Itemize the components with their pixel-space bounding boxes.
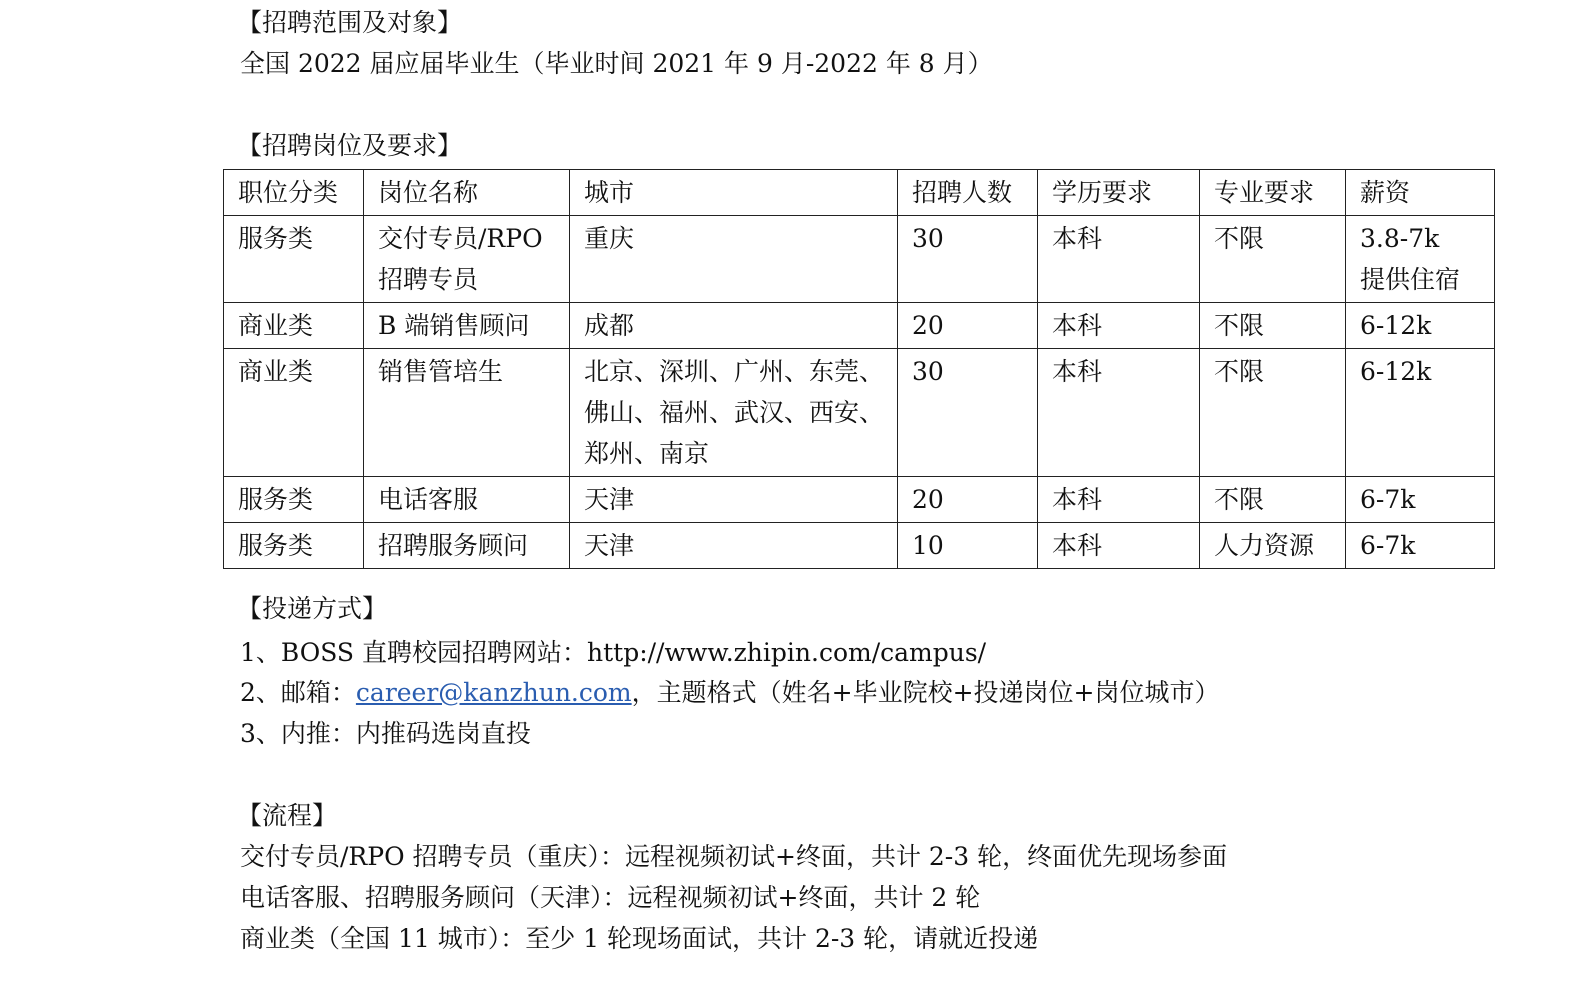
apply-email-suffix: ，主题格式（姓名+毕业院校+投递岗位+岗位城市） bbox=[631, 678, 1220, 707]
cell-education: 本科 bbox=[1038, 216, 1200, 303]
column-header-salary: 薪资 bbox=[1346, 170, 1495, 216]
column-header-major: 专业要求 bbox=[1200, 170, 1346, 216]
cell-education: 本科 bbox=[1038, 523, 1200, 569]
cell-city bbox=[570, 477, 898, 523]
table-row bbox=[224, 349, 1495, 477]
cell-education: 本科 bbox=[1038, 303, 1200, 349]
cell-salary-line: 6-7k bbox=[1360, 485, 1416, 514]
scope-heading: 【招聘范围及对象】 bbox=[237, 8, 463, 37]
cell-salary bbox=[1346, 303, 1495, 349]
cell-title-line: 交付专员/RPO bbox=[378, 224, 543, 253]
positions-table bbox=[223, 169, 1495, 569]
cell-city bbox=[570, 303, 898, 349]
process-line: 交付专员/RPO 招聘专员（重庆）：远程视频初试+终面，共计 2-3 轮，终面优先现场参面 bbox=[240, 842, 1228, 871]
apply-referral-line: 3、内推：内推码选岗直投 bbox=[240, 719, 531, 748]
cell-count: 30 bbox=[898, 349, 1038, 477]
cell-major: 人力资源 bbox=[1200, 523, 1346, 569]
cell-salary bbox=[1346, 349, 1495, 477]
process-line: 电话客服、招聘服务顾问（天津）：远程视频初试+终面，共计 2 轮 bbox=[240, 883, 981, 912]
cell-city-line: 佛山、福州、武汉、西安、 bbox=[584, 398, 885, 427]
cell-city-line: 北京、深圳、广州、东莞、 bbox=[584, 357, 885, 386]
scope-text: 全国 2022 届应届毕业生（毕业时间 2021 年 9 月-2022 年 8 月） bbox=[240, 49, 993, 78]
cell-city-line: 郑州、南京 bbox=[584, 439, 710, 468]
cell-major: 不限 bbox=[1200, 477, 1346, 523]
cell-salary bbox=[1346, 523, 1495, 569]
column-header-count: 招聘人数 bbox=[898, 170, 1038, 216]
cell-count: 20 bbox=[898, 477, 1038, 523]
table-row bbox=[224, 523, 1495, 569]
cell-category: 服务类 bbox=[224, 216, 364, 303]
cell-category: 服务类 bbox=[224, 477, 364, 523]
cell-salary-line: 3.8-7k bbox=[1360, 224, 1440, 253]
cell-category: 服务类 bbox=[224, 523, 364, 569]
column-header-education: 学历要求 bbox=[1038, 170, 1200, 216]
cell-count: 20 bbox=[898, 303, 1038, 349]
cell-salary bbox=[1346, 477, 1495, 523]
cell-city-line: 成都 bbox=[584, 311, 635, 340]
cell-title bbox=[364, 349, 570, 477]
cell-salary-line: 6-7k bbox=[1360, 531, 1416, 560]
cell-title-line: 招聘服务顾问 bbox=[378, 531, 529, 560]
table-header-row bbox=[224, 170, 1495, 216]
cell-category: 商业类 bbox=[224, 303, 364, 349]
cell-major: 不限 bbox=[1200, 349, 1346, 477]
cell-salary-line: 6-12k bbox=[1360, 311, 1432, 340]
cell-salary-line: 提供住宿 bbox=[1360, 265, 1461, 294]
table-row bbox=[224, 477, 1495, 523]
cell-major: 不限 bbox=[1200, 216, 1346, 303]
apply-email-line bbox=[240, 677, 1219, 709]
cell-title-line: 招聘专员 bbox=[378, 265, 479, 294]
table-row bbox=[224, 216, 1495, 303]
cell-title-line: 电话客服 bbox=[378, 485, 479, 514]
cell-city-line: 重庆 bbox=[584, 224, 635, 253]
cell-title bbox=[364, 523, 570, 569]
email-link[interactable]: career@kanzhun.com bbox=[355, 678, 632, 707]
cell-category: 商业类 bbox=[224, 349, 364, 477]
cell-title bbox=[364, 477, 570, 523]
cell-city-line: 天津 bbox=[584, 531, 635, 560]
process-heading: 【流程】 bbox=[237, 801, 338, 830]
apply-email-prefix: 2、邮箱： bbox=[240, 678, 356, 707]
cell-salary bbox=[1346, 216, 1495, 303]
cell-major: 不限 bbox=[1200, 303, 1346, 349]
cell-count: 30 bbox=[898, 216, 1038, 303]
process-line: 商业类（全国 11 城市）：至少 1 轮现场面试，共计 2-3 轮，请就近投递 bbox=[240, 924, 1039, 953]
column-header-category: 职位分类 bbox=[224, 170, 364, 216]
cell-title-line: B 端销售顾问 bbox=[378, 311, 530, 340]
positions-heading: 【招聘岗位及要求】 bbox=[237, 131, 463, 160]
apply-website-line: 1、BOSS 直聘校园招聘网站：http://www.zhipin.com/campus/ bbox=[240, 638, 987, 667]
column-header-city: 城市 bbox=[570, 170, 898, 216]
cell-city bbox=[570, 216, 898, 303]
cell-salary-line: 6-12k bbox=[1360, 357, 1432, 386]
cell-education: 本科 bbox=[1038, 477, 1200, 523]
cell-education: 本科 bbox=[1038, 349, 1200, 477]
cell-city bbox=[570, 349, 898, 477]
cell-title bbox=[364, 303, 570, 349]
cell-city-line: 天津 bbox=[584, 485, 635, 514]
cell-city bbox=[570, 523, 898, 569]
cell-count: 10 bbox=[898, 523, 1038, 569]
cell-title bbox=[364, 216, 570, 303]
table-row bbox=[224, 303, 1495, 349]
column-header-title: 岗位名称 bbox=[364, 170, 570, 216]
cell-title-line: 销售管培生 bbox=[378, 357, 504, 386]
apply-heading: 【投递方式】 bbox=[237, 594, 388, 623]
